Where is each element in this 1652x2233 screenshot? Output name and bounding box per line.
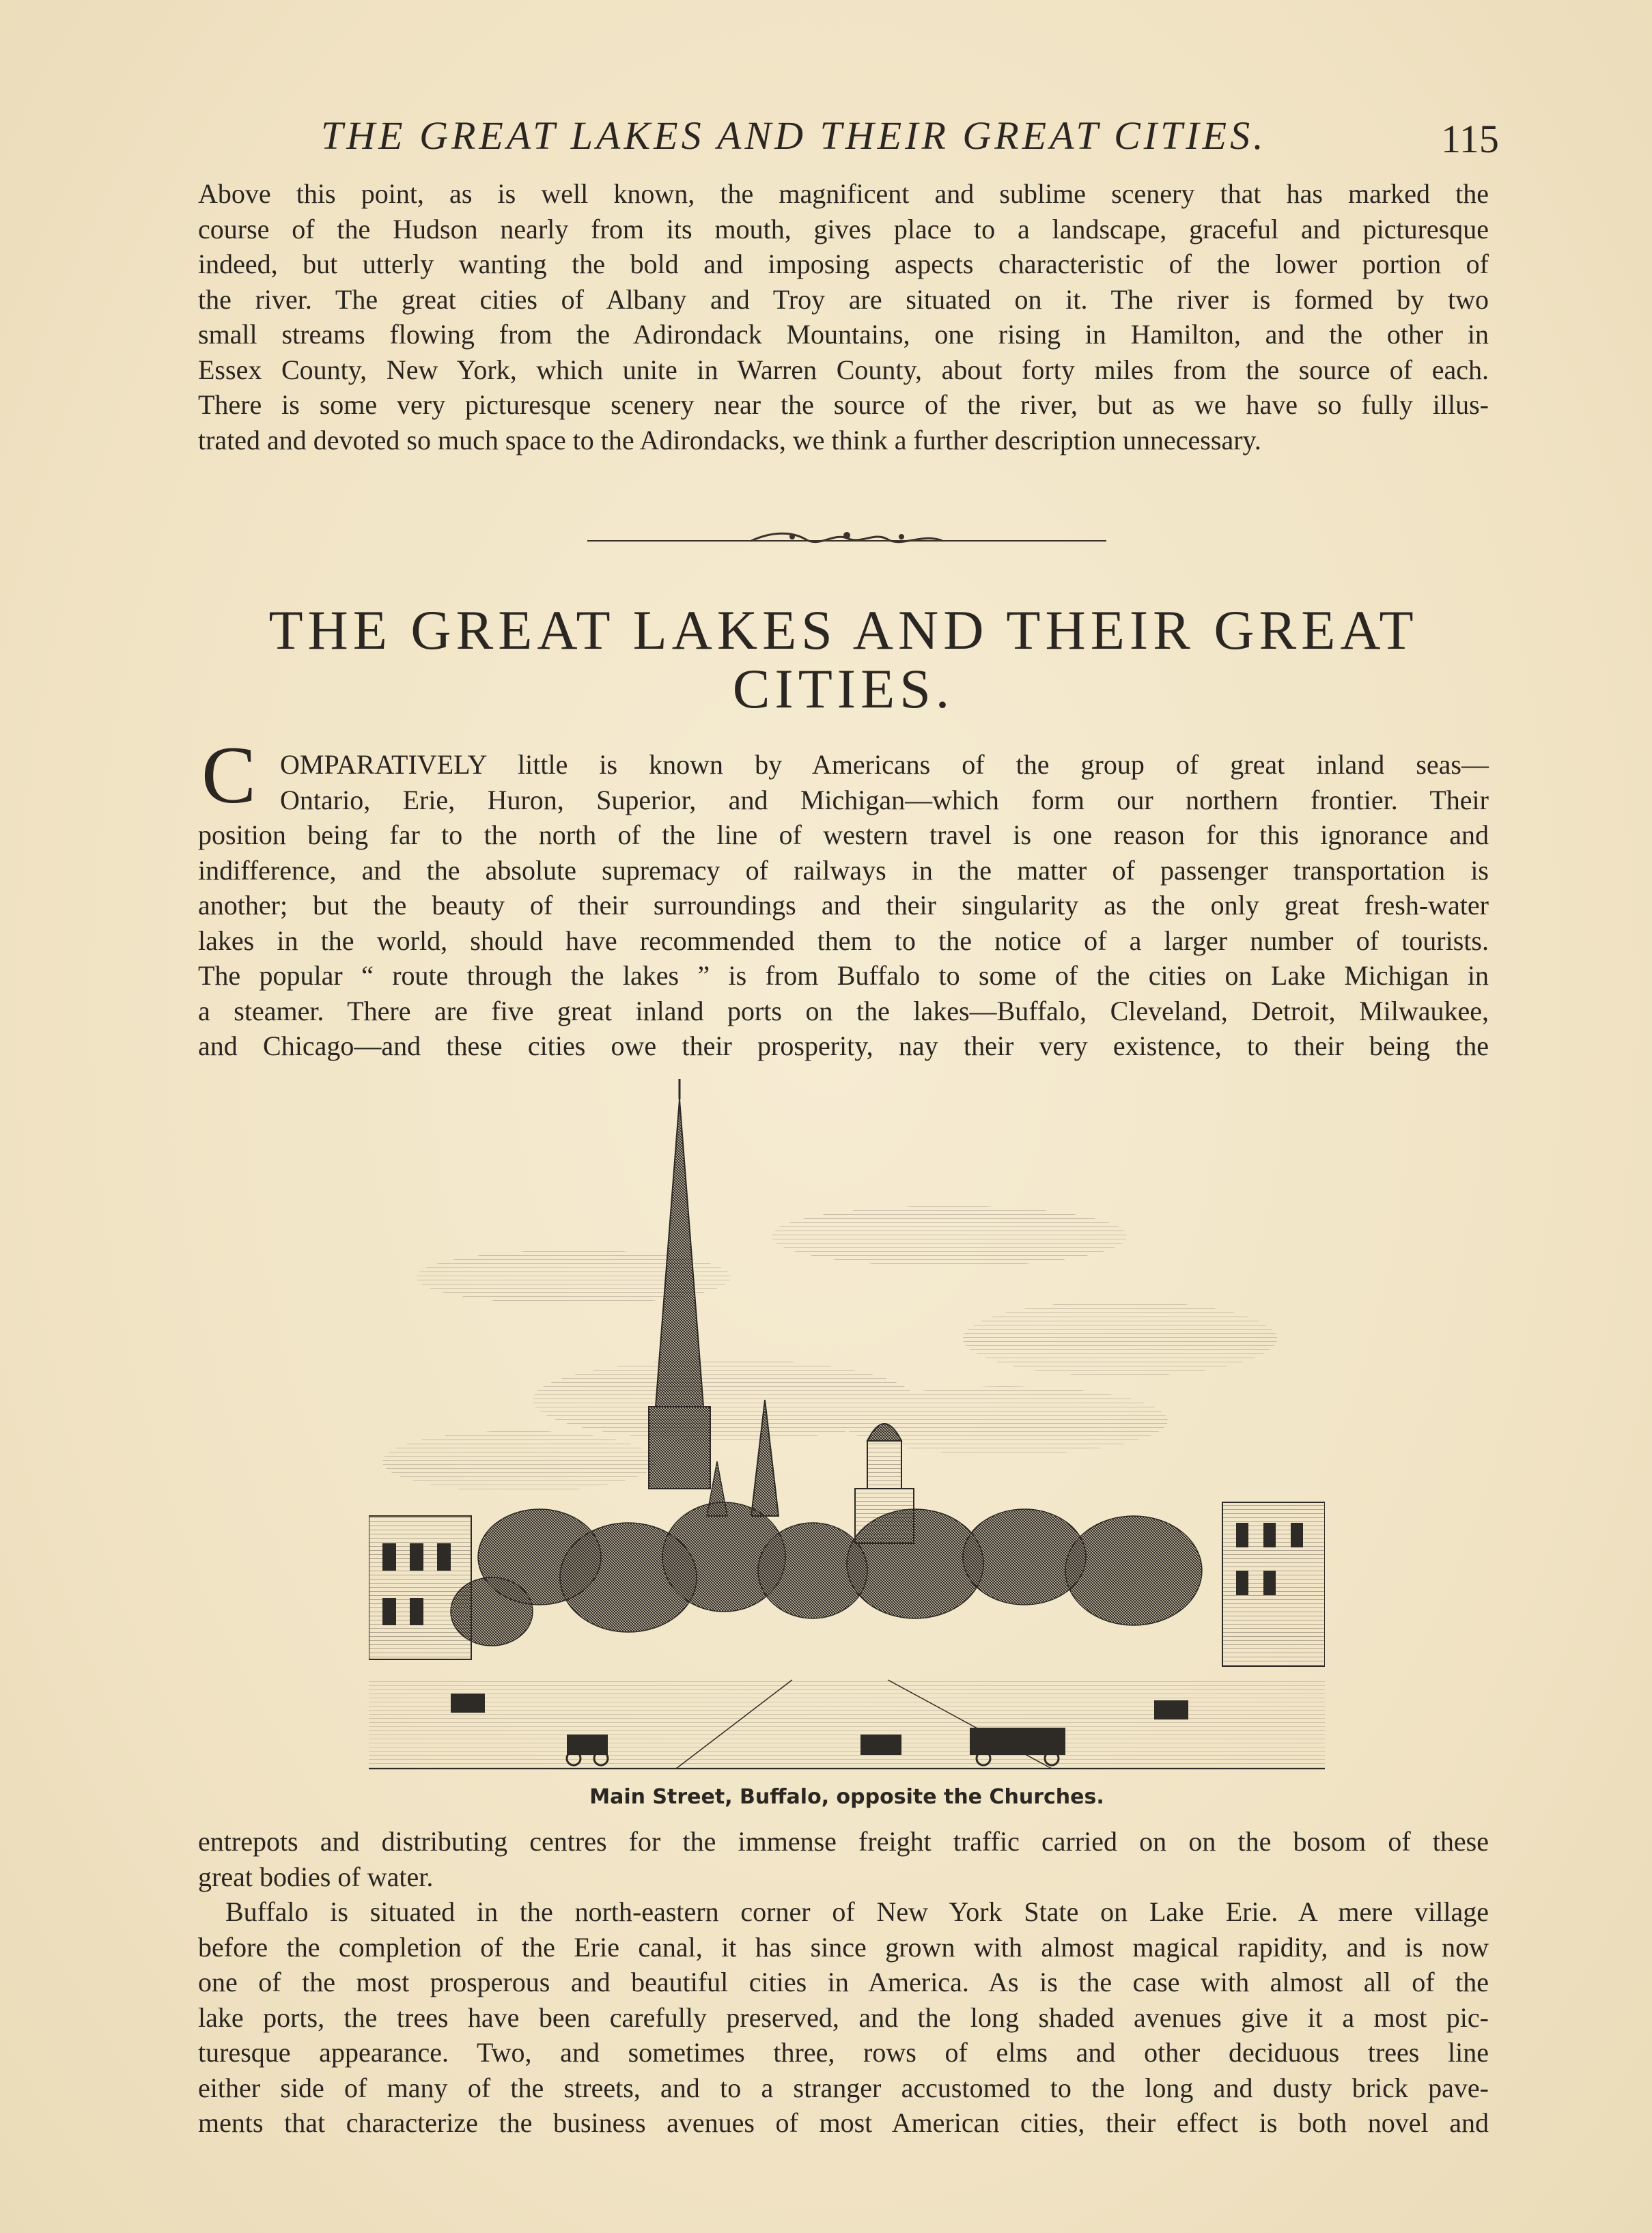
- text-line: the river. The great cities of Albany and Troy are situated on it. The river is formed by two: [198, 283, 1489, 315]
- section-title-line: THE GREAT LAKES AND THEIR GREAT: [268, 599, 1418, 661]
- text-line: trated and devoted so much space to the Adirondacks, we think a further description unnecessary.: [198, 424, 1261, 455]
- illustration-caption: Main Street, Buffalo, opposite the Churches.: [589, 1785, 1104, 1809]
- text-line: The popular “ route through the lakes ” is from Buffalo to some of the cities on Lake Michigan in: [198, 960, 1489, 991]
- text-line: OMPARATIVELY little is known by Americans of the group of great inland seas—: [280, 749, 1489, 780]
- buildings-right: [1222, 1502, 1325, 1666]
- text-line: turesque appearance. Two, and sometimes three, rows of elms and other deciduous trees line: [198, 2037, 1489, 2068]
- text-line: Essex County, New York, which unite in Warren County, about forty miles from the source of each.: [198, 354, 1489, 385]
- drop-cap: C: [201, 729, 257, 820]
- running-head: THE GREAT LAKES AND THEIR GREAT CITIES.: [321, 113, 1267, 158]
- text-line: indeed, but utterly wanting the bold and imposing aspects characteristic of the lower portion of: [198, 249, 1489, 279]
- text-line: ments that characterize the business avenues of most American cities, their effect is both novel and: [198, 2107, 1489, 2138]
- text-line: Buffalo is situated in the north-eastern corner of New York State on Lake Erie. A mere village: [225, 1896, 1489, 1927]
- trees: [451, 1502, 1202, 1646]
- ornamental-divider: [587, 526, 1106, 553]
- engraving-main-street-buffalo: [369, 1079, 1325, 1793]
- text-line: lakes in the world, should have recommended them to the notice of a larger number of tourists.: [198, 925, 1489, 956]
- text-line: entrepots and distributing centres for the immense freight traffic carried on on the bosom of these: [198, 1826, 1489, 1857]
- text-line: one of the most prosperous and beautiful cities in America. As is the case with almost all of the: [198, 1967, 1489, 1997]
- text-line: small streams flowing from the Adirondack Mountains, one rising in Hamilton, and the other in: [198, 319, 1489, 350]
- text-line: There is some very picturesque scenery near the source of the river, but as we have so fully illus-: [198, 389, 1489, 420]
- clouds: [382, 1205, 1277, 1492]
- text-line: before the completion of the Erie canal, it has since grown with almost magical rapidity, and is now: [198, 1931, 1489, 1963]
- text-line: another; but the beauty of their surroundings and their singularity as the only great fresh-water: [198, 890, 1489, 921]
- text-line: and Chicago—and these cities owe their prosperity, nay their very existence, to their being the: [198, 1030, 1489, 1061]
- text-line: position being far to the north of the line of western travel is one reason for this ignorance and: [198, 819, 1489, 850]
- intro-paragraph: [198, 176, 1489, 458]
- text-line: course of the Hudson nearly from its mouth, gives place to a landscape, graceful and picturesque: [198, 213, 1489, 244]
- buffalo-paragraph: [198, 1894, 1489, 2141]
- section-title-line: CITIES.: [732, 658, 955, 720]
- text-line: indifference, and the absolute supremacy of railways in the matter of passenger transportation is: [198, 854, 1489, 886]
- church-steeple: [649, 1079, 779, 1516]
- text-line: Ontario, Erie, Huron, Superior, and Michigan—which form our northern frontier. Their: [280, 784, 1489, 815]
- street: [369, 1680, 1325, 1769]
- text-line: a steamer. There are five great inland ports on the lakes—Buffalo, Cleveland, Detroit, Milwaukee,: [198, 995, 1489, 1026]
- first-paragraph: [198, 747, 1489, 1064]
- continuation-paragraph: [198, 1824, 1489, 1894]
- text-line: Above this point, as is well known, the magnificent and sublime scenery that has marked the: [198, 178, 1489, 209]
- section-title: [198, 601, 1489, 718]
- text-line: lake ports, the trees have been carefully preserved, and the long shaded avenues give it a most pic-: [198, 2002, 1489, 2033]
- text-line: great bodies of water.: [198, 1861, 434, 1892]
- page-number: 115: [1441, 117, 1499, 161]
- text-line: either side of many of the streets, and to a stranger accustomed to the long and dusty brick pave-: [198, 2072, 1489, 2103]
- buildings-left: [369, 1516, 471, 1659]
